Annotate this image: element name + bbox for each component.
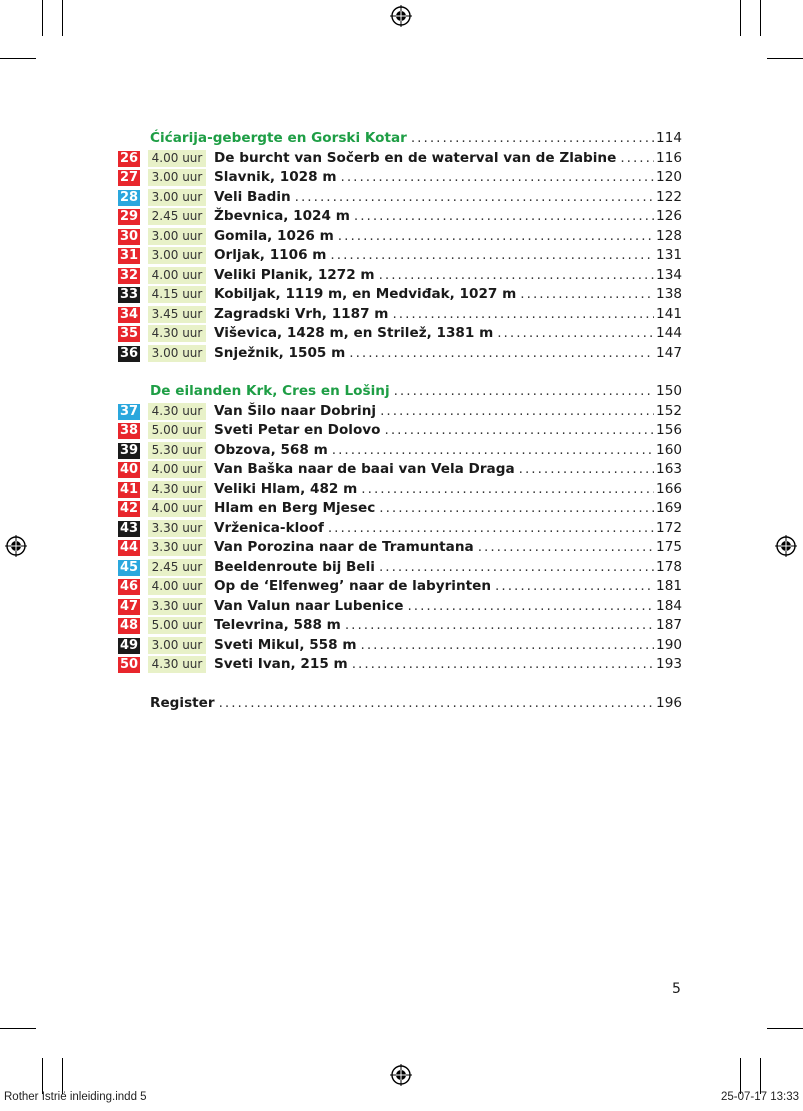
page-ref: 116 <box>656 149 682 166</box>
walking-time: 4.15 uur <box>148 286 206 303</box>
walking-time: 3.30 uur <box>148 598 206 615</box>
route-number-badge: 38 <box>119 423 139 438</box>
toc-entry[interactable] <box>118 149 682 169</box>
walking-time: 3.00 uur <box>148 189 206 206</box>
page-ref: 160 <box>656 441 682 458</box>
walking-time: 4.00 uur <box>148 150 206 167</box>
route-title: Žbevnica, 1024 m <box>214 208 350 224</box>
route-number-badge: 44 <box>119 540 139 555</box>
crop-mark <box>740 0 741 36</box>
walking-time: 2.45 uur <box>148 208 206 225</box>
route-title: Televrina, 588 m <box>214 617 341 633</box>
dot-leader <box>330 246 654 266</box>
dot-leader <box>361 636 655 656</box>
page-ref: 114 <box>656 130 682 146</box>
toc-entry[interactable] <box>118 246 682 266</box>
crop-mark <box>42 1058 43 1094</box>
table-of-contents <box>118 129 682 713</box>
toc-entry[interactable] <box>118 402 682 422</box>
section-title: De eilanden Krk, Cres en Lošinj <box>150 383 390 399</box>
walking-time: 3.30 uur <box>148 520 206 537</box>
dot-leader <box>394 382 654 402</box>
registration-mark-icon <box>390 5 412 27</box>
toc-entry[interactable] <box>118 538 682 558</box>
toc-entry[interactable] <box>118 421 682 441</box>
walking-time: 4.00 uur <box>148 267 206 284</box>
route-number-badge: 28 <box>119 189 139 205</box>
dot-leader <box>620 149 654 169</box>
dot-leader <box>338 227 654 247</box>
route-title: Sveti Ivan, 215 m <box>214 656 348 672</box>
toc-entry[interactable] <box>118 460 682 480</box>
page-ref: 131 <box>656 247 682 263</box>
crop-mark <box>760 1058 761 1094</box>
walking-time: 3.00 uur <box>148 169 206 186</box>
footer-filename: Rother Istrië inleiding.indd 5 <box>4 1091 147 1103</box>
page-ref: 169 <box>656 500 682 516</box>
dot-leader <box>407 597 654 617</box>
walking-time: 5.30 uur <box>148 442 206 459</box>
route-number-badge: 41 <box>119 481 139 497</box>
route-title: Van Valun naar Lubenice <box>214 597 404 614</box>
route-number-badge: 42 <box>119 501 139 516</box>
route-title: Van Baška naar de baai van Vela Draga <box>214 461 515 477</box>
toc-entry[interactable] <box>118 636 682 656</box>
section-heading[interactable] <box>118 382 682 402</box>
route-title: Vrženica-kloof <box>214 519 324 536</box>
page-ref: 138 <box>656 286 682 302</box>
dot-leader <box>332 441 654 461</box>
route-number-badge: 27 <box>119 170 139 185</box>
walking-time: 4.30 uur <box>148 403 206 420</box>
page-ref: 196 <box>656 694 682 711</box>
toc-entry[interactable] <box>118 558 682 578</box>
dot-leader <box>295 188 654 208</box>
page-ref: 172 <box>656 519 682 536</box>
route-number-badge: 31 <box>119 248 139 263</box>
toc-entry[interactable] <box>118 616 682 636</box>
dot-leader <box>354 207 654 227</box>
dot-leader <box>379 499 654 519</box>
walking-time: 4.00 uur <box>148 461 206 478</box>
page-ref: 122 <box>656 188 682 205</box>
crop-mark <box>767 58 803 59</box>
walking-time: 4.30 uur <box>148 325 206 342</box>
dot-leader <box>349 344 654 364</box>
page-ref: 141 <box>656 305 682 322</box>
crop-mark <box>767 1028 803 1029</box>
page-ref: 120 <box>656 169 682 185</box>
dot-leader <box>478 538 654 558</box>
route-number-badge: 50 <box>119 657 139 672</box>
route-title: Sveti Petar en Dolovo <box>214 422 381 438</box>
dot-leader <box>519 460 654 480</box>
route-number-badge: 35 <box>119 326 139 341</box>
page-ref: 187 <box>656 617 682 633</box>
toc-entry[interactable] <box>118 597 682 617</box>
toc-entry[interactable] <box>118 499 682 519</box>
crop-mark <box>0 58 36 59</box>
dot-leader <box>392 305 654 325</box>
toc-entry[interactable] <box>118 207 682 227</box>
route-title: Zagradski Vrh, 1187 m <box>214 305 389 322</box>
toc-entry[interactable] <box>118 188 682 208</box>
route-number-badge: 36 <box>119 345 139 361</box>
dot-leader <box>520 285 654 305</box>
walking-time: 3.45 uur <box>148 306 206 323</box>
walking-time: 3.00 uur <box>148 345 206 362</box>
page-ref: 126 <box>656 208 682 224</box>
register-title: Register <box>150 694 215 711</box>
toc-entry[interactable] <box>118 655 682 675</box>
route-title: Veli Badin <box>214 188 291 205</box>
page-ref: 184 <box>656 597 682 614</box>
dot-leader <box>352 655 654 675</box>
section-heading[interactable] <box>118 129 682 149</box>
walking-time: 3.00 uur <box>148 228 206 245</box>
route-title: Op de ‘Elfenweg’ naar de labyrinten <box>214 578 492 594</box>
toc-entry[interactable] <box>118 168 682 188</box>
route-number-badge: 47 <box>119 598 139 614</box>
walking-time: 3.30 uur <box>148 539 206 556</box>
dot-leader <box>379 558 654 578</box>
route-title: Orljak, 1106 m <box>214 247 327 263</box>
route-number-badge: 48 <box>119 618 139 633</box>
page-ref: 128 <box>656 227 682 244</box>
route-title: Hlam en Berg Mjesec <box>214 500 376 516</box>
crop-mark <box>0 1028 36 1029</box>
page-ref: 193 <box>656 656 682 672</box>
route-title: Viševica, 1428 m, en Strilež, 1381 m <box>214 325 494 341</box>
dot-leader <box>361 480 654 500</box>
route-title: Sveti Mikul, 558 m <box>214 636 357 653</box>
route-number-badge: 45 <box>119 559 139 575</box>
dot-leader <box>380 402 654 422</box>
entry-list <box>118 149 682 364</box>
dot-leader <box>328 519 654 539</box>
toc-entry[interactable] <box>118 227 682 247</box>
dot-leader <box>411 129 654 149</box>
crop-mark <box>42 0 43 36</box>
page-ref: 152 <box>656 402 682 419</box>
section-title: Ćićarija-gebergte en Gorski Kotar <box>150 130 407 146</box>
route-number-badge: 32 <box>119 267 139 283</box>
page-ref: 190 <box>656 636 682 653</box>
route-title: Snježnik, 1505 m <box>214 344 346 361</box>
toc-entry[interactable] <box>118 285 682 305</box>
walking-time: 4.00 uur <box>148 578 206 595</box>
walking-time: 4.00 uur <box>148 500 206 517</box>
route-title: Veliki Planik, 1272 m <box>214 266 375 283</box>
page-number: 5 <box>672 981 681 997</box>
route-number-badge: 34 <box>119 306 139 322</box>
page-ref: 156 <box>656 422 682 438</box>
toc-entry[interactable] <box>118 305 682 325</box>
dot-leader <box>385 421 655 441</box>
route-number-badge: 26 <box>119 150 139 166</box>
register-entry[interactable] <box>118 694 682 714</box>
walking-time: 2.45 uur <box>148 559 206 576</box>
toc-entry[interactable] <box>118 324 682 344</box>
page-ref: 178 <box>656 558 682 575</box>
registration-mark-icon <box>390 1064 412 1086</box>
walking-time: 5.00 uur <box>148 617 206 634</box>
toc-entry[interactable] <box>118 441 682 461</box>
crop-mark <box>62 0 63 36</box>
spacer <box>118 675 682 694</box>
dot-leader <box>497 324 654 344</box>
route-title: Obzova, 568 m <box>214 441 328 458</box>
entry-list <box>118 402 682 675</box>
route-number-badge: 29 <box>119 209 139 224</box>
registration-mark-icon <box>5 535 27 557</box>
route-title: Van Šilo naar Dobrinj <box>214 402 377 419</box>
route-title: Gomila, 1026 m <box>214 227 334 244</box>
route-title: Veliki Hlam, 482 m <box>214 480 358 497</box>
dot-leader <box>219 694 654 714</box>
crop-mark <box>740 1058 741 1094</box>
dot-leader <box>345 616 654 636</box>
page-ref: 144 <box>656 325 682 341</box>
route-number-badge: 49 <box>119 637 139 653</box>
toc-entry[interactable] <box>118 480 682 500</box>
route-title: Beeldenroute bij Beli <box>214 558 375 575</box>
toc-entry[interactable] <box>118 344 682 364</box>
route-number-badge: 37 <box>119 403 139 419</box>
route-number-badge: 40 <box>119 462 139 477</box>
route-number-badge: 46 <box>119 579 139 594</box>
route-number-badge: 33 <box>119 287 139 302</box>
dot-leader <box>341 168 655 188</box>
spacer <box>118 363 682 382</box>
route-title: De burcht van Sočerb en de waterval van de Zlabine <box>214 149 617 166</box>
route-number-badge: 39 <box>119 442 139 458</box>
route-title: Slavnik, 1028 m <box>214 169 337 185</box>
page-ref: 166 <box>656 480 682 497</box>
walking-time: 4.30 uur <box>148 481 206 498</box>
toc-entry[interactable] <box>118 519 682 539</box>
route-title: Van Porozina naar de Tramuntana <box>214 539 474 555</box>
route-number-badge: 30 <box>119 228 139 244</box>
walking-time: 3.00 uur <box>148 637 206 654</box>
registration-mark-icon <box>775 535 797 557</box>
dot-leader <box>495 577 654 597</box>
crop-mark <box>62 1058 63 1094</box>
route-number-badge: 43 <box>119 520 139 536</box>
page-ref: 163 <box>656 461 682 477</box>
walking-time: 3.00 uur <box>148 247 206 264</box>
page-ref: 134 <box>656 266 682 283</box>
dot-leader <box>379 266 654 286</box>
page-ref: 175 <box>656 539 682 555</box>
toc-entry[interactable] <box>118 577 682 597</box>
page-ref: 150 <box>656 383 682 399</box>
footer-timestamp: 25-07-17 13:33 <box>720 1091 799 1103</box>
page-ref: 147 <box>656 344 682 361</box>
crop-mark <box>760 0 761 36</box>
walking-time: 5.00 uur <box>148 422 206 439</box>
toc-entry[interactable] <box>118 266 682 286</box>
walking-time: 4.30 uur <box>148 656 206 673</box>
route-title: Kobiljak, 1119 m, en Medviđak, 1027 m <box>214 286 517 302</box>
page-ref: 181 <box>656 578 682 594</box>
